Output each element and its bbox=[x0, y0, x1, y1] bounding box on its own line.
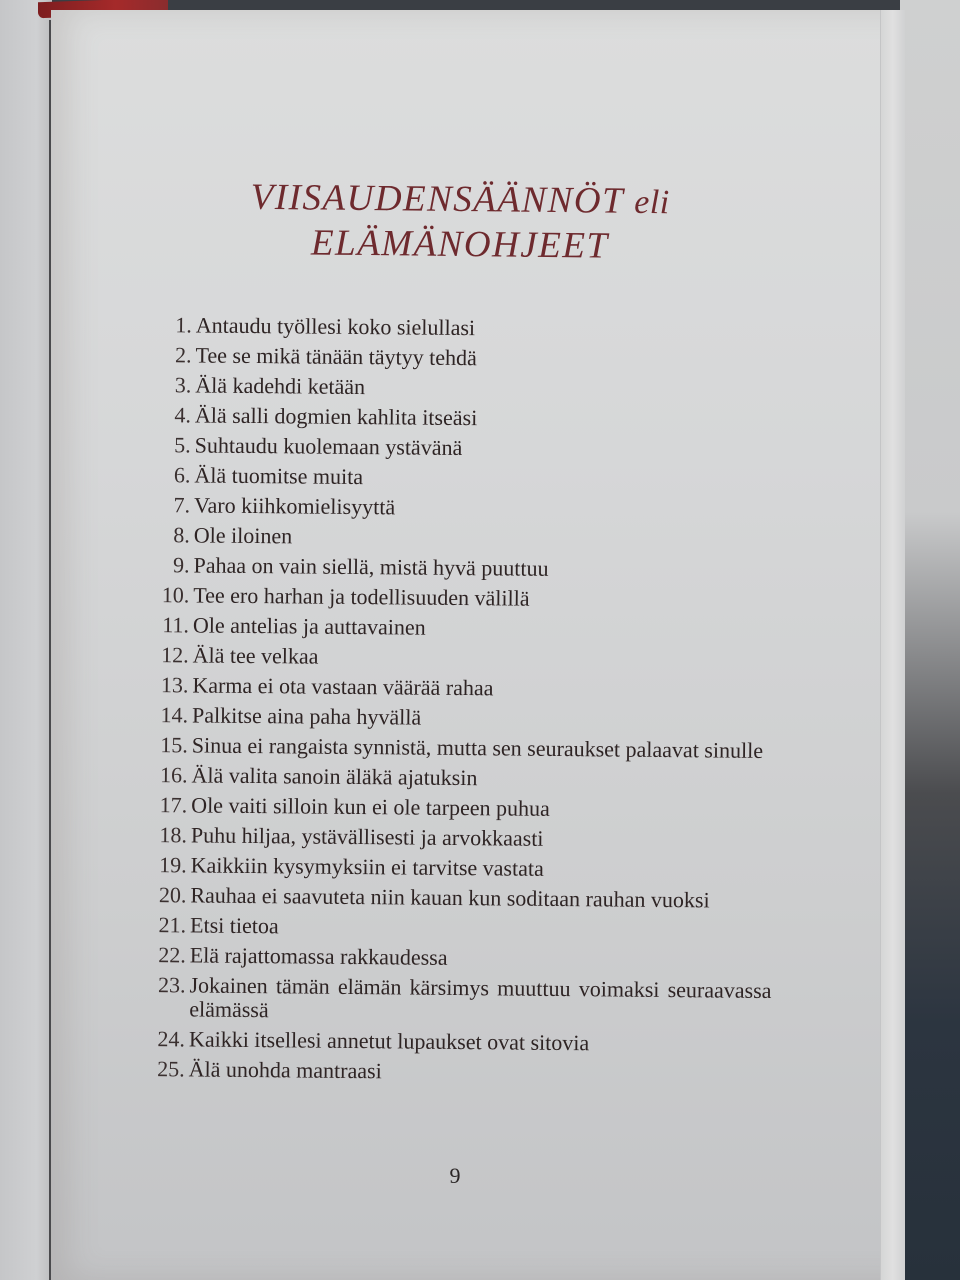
previous-page-leaf bbox=[0, 0, 52, 1280]
title-line-1 bbox=[251, 177, 670, 222]
title-connector: eli bbox=[634, 183, 670, 222]
item-text: Ole iloinen bbox=[193, 522, 293, 549]
item-number: 12. bbox=[161, 642, 189, 668]
page-number: 9 bbox=[449, 1163, 461, 1188]
item-number: 10. bbox=[161, 582, 190, 608]
item-number: 15. bbox=[160, 732, 188, 758]
item-text: Rauhaa ei saavuteta niin kauan kun soditaan rauhan vuoksi bbox=[190, 882, 710, 913]
list-item bbox=[141, 1054, 771, 1090]
item-number: 6. bbox=[173, 462, 191, 488]
background-surface bbox=[900, 0, 960, 1280]
page-stack-edge bbox=[880, 10, 905, 1280]
item-text: Varo kiihkomielisyyttä bbox=[194, 492, 396, 520]
item-number: 24. bbox=[157, 1026, 186, 1052]
item-number: 2. bbox=[174, 342, 192, 368]
item-number: 8. bbox=[173, 522, 190, 548]
rules-list bbox=[141, 310, 778, 1090]
item-number: 18. bbox=[159, 822, 188, 848]
page-title bbox=[180, 175, 741, 270]
item-text: Palkitse aina paha hyvällä bbox=[191, 702, 422, 730]
item-number: 20. bbox=[158, 882, 187, 908]
item-text: Älä valita sanoin äläkä ajatuksin bbox=[191, 762, 478, 791]
item-number: 21. bbox=[158, 912, 187, 938]
item-number: 4. bbox=[174, 402, 192, 428]
item-number: 19. bbox=[159, 852, 187, 878]
item-text: Etsi tietoa bbox=[189, 912, 279, 939]
item-text: Kaikkiin kysymyksiin ei tarvitse vastata bbox=[190, 852, 544, 881]
item-text: Älä salli dogmien kahlita itseäsi bbox=[194, 402, 478, 431]
item-text: Kaikki itsellesi annetut lupaukset ovat sitovia bbox=[188, 1026, 590, 1056]
item-text: Puhu hiljaa, ystävällisesti ja arvokkaasti bbox=[190, 822, 544, 851]
item-number: 1. bbox=[175, 312, 192, 338]
item-text: Älä unohda mantraasi bbox=[188, 1056, 382, 1084]
list-item bbox=[141, 970, 771, 1030]
item-text: Jokainen tämän elämän kärsimys muuttuu voimaksi seuraavassa elämässä bbox=[189, 972, 772, 1023]
item-number: 14. bbox=[160, 702, 189, 728]
item-number: 11. bbox=[162, 612, 190, 638]
item-number: 5. bbox=[174, 432, 191, 458]
item-number: 3. bbox=[174, 372, 192, 398]
item-text: Elä rajattomassa rakkaudessa bbox=[189, 942, 448, 970]
item-text: Pahaa on vain siellä, mistä hyvä puuttuu bbox=[193, 552, 549, 581]
item-number: 25. bbox=[157, 1056, 185, 1082]
item-number: 17. bbox=[159, 792, 188, 818]
item-number: 22. bbox=[158, 942, 186, 968]
item-text: Älä tuomitse muita bbox=[194, 462, 364, 490]
item-number: 7. bbox=[173, 492, 191, 518]
item-number: 9. bbox=[172, 552, 190, 578]
item-text: Antaudu työllesi koko sielullasi bbox=[195, 312, 476, 341]
item-text: Älä kadehdi ketään bbox=[195, 372, 366, 400]
item-text: Ole antelias ja auttavainen bbox=[192, 612, 426, 640]
item-number: 23. bbox=[157, 972, 186, 998]
title-line-2: ELÄMÄNOHJEET bbox=[310, 222, 609, 267]
item-text: Karma ei ota vastaan väärää rahaa bbox=[192, 672, 494, 701]
item-text: Suhtaudu kuolemaan ystävänä bbox=[194, 432, 463, 461]
item-text: Älä tee velkaa bbox=[192, 642, 319, 669]
item-text: Tee se mikä tänään täytyy tehdä bbox=[195, 342, 477, 371]
item-number: 13. bbox=[160, 672, 189, 698]
item-number: 16. bbox=[159, 762, 188, 788]
item-text: Ole vaiti silloin kun ei ole tarpeen puhua bbox=[191, 792, 550, 821]
title-caps: VIISAUDENSÄÄNNÖT bbox=[250, 176, 624, 222]
item-text: Sinua ei rangaista synnistä, mutta sen seuraukset palaavat sinulle bbox=[191, 732, 764, 763]
item-text: Tee ero harhan ja todellisuuden välillä bbox=[193, 582, 530, 611]
